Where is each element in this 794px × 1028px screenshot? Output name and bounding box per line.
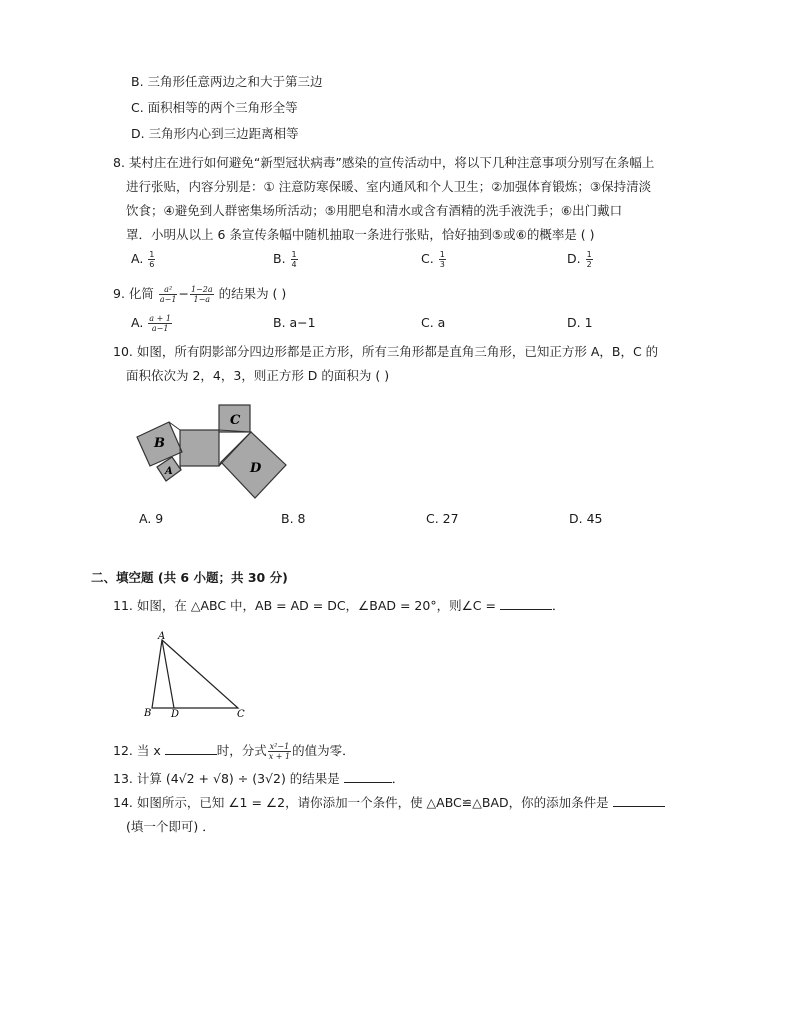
q9-option-a: A. $\frac{a + 1}{a-1}$ [131, 314, 171, 333]
q10-line-2: 面积依次为 2，4，3，则正方形 D 的面积为 ( ) [126, 368, 390, 383]
q14-line-2: (填一个即可) ． [126, 819, 215, 834]
q10-option-c: C. 27 [426, 511, 459, 526]
q10-option-b: B. 8 [281, 511, 306, 526]
q8-line-2: 进行张贴，内容分别是：① 注意防寒保暖、室内通风和个人卫生；②加强体育锻炼；③保持清淡 [126, 179, 652, 194]
q11-answer-blank[interactable] [500, 597, 552, 610]
q14-answer-blank[interactable] [613, 794, 665, 807]
q12-answer-blank[interactable] [165, 742, 217, 755]
q8-option-b: B. $\frac{1}{4}$ [273, 250, 297, 269]
label-c: C [230, 413, 241, 428]
q14-line-1: 14. 如图所示，已知 ∠1 = ∠2，请你添加一个条件，使 △ABC≌△BAD，你的添加条件是 [113, 794, 665, 812]
q9-option-b: B. a−1 [273, 315, 316, 330]
q13-answer-blank[interactable] [344, 770, 392, 783]
center-square [180, 430, 219, 466]
q8-line-4: 罩．小明从以上 6 条宣传条幅中随机抽取一条进行张贴，恰好抽到⑤或⑥的概率是 ( ) [126, 227, 595, 242]
q13-stem: 13. 计算 (4√2 + √8) ÷ (3√2) 的结果是 ． [113, 771, 405, 786]
q8-option-a: A. $\frac{1}{6}$ [131, 250, 155, 269]
q11-stem: 11. 如图，在 △ABC 中，AB = AD = DC，∠BAD = 20°，则∠C = ． [113, 598, 565, 613]
label-a: A [158, 631, 166, 642]
q9-option-c: C. a [421, 315, 446, 330]
q12-stem: 12. 当 x 时，分式 $\frac{\text{x²−1}}{x + 1}$ 的值为零． [113, 742, 355, 761]
q10-option-a: A. 9 [139, 511, 164, 526]
q9-stem: 9. 化简 $\frac{\text{a²}}{a-1}$ − $\frac{1-2a}{1-a}$ 的结果为 ( ) [113, 285, 287, 304]
label-a: A [165, 466, 173, 477]
label-d: D [171, 709, 180, 720]
triangle-abc [152, 640, 238, 708]
q11-triangle-figure [140, 630, 250, 722]
q8-line-1: 8. 某村庄在进行如何避免“新型冠状病毒”感染的宣传活动中，将以下几种注意事项分别写在条幅上 [113, 155, 655, 170]
label-b: B [154, 436, 165, 451]
q10-option-d: D. 45 [569, 511, 603, 526]
segment-ad [162, 640, 174, 708]
q8-option-c: C. $\frac{1}{3}$ [421, 250, 445, 269]
label-b: B [144, 708, 152, 719]
label-c: C [237, 709, 245, 720]
q7-option-b: B. 三角形任意两边之和大于第三边 [131, 74, 323, 89]
q10-line-1: 10. 如图，所有阴影部分四边形都是正方形，所有三角形都是直角三角形，已知正方形 A，B，C 的 [113, 344, 659, 359]
q9-option-d: D. 1 [567, 315, 593, 330]
section-2-title: 二、填空题 (共 6 小题；共 30 分) [91, 570, 288, 585]
q10-squares-figure [130, 400, 295, 505]
label-d: D [250, 461, 262, 476]
q8-line-3: 饮食；④避免到人群密集场所活动；⑤用肥皂和清水或含有酒精的洗手液洗手；⑥出门戴口 [126, 203, 623, 218]
q7-option-d: D. 三角形内心到三边距离相等 [131, 126, 299, 141]
q8-option-d: D. $\frac{1}{2}$ [567, 250, 592, 269]
q7-option-c: C. 面积相等的两个三角形全等 [131, 100, 298, 115]
